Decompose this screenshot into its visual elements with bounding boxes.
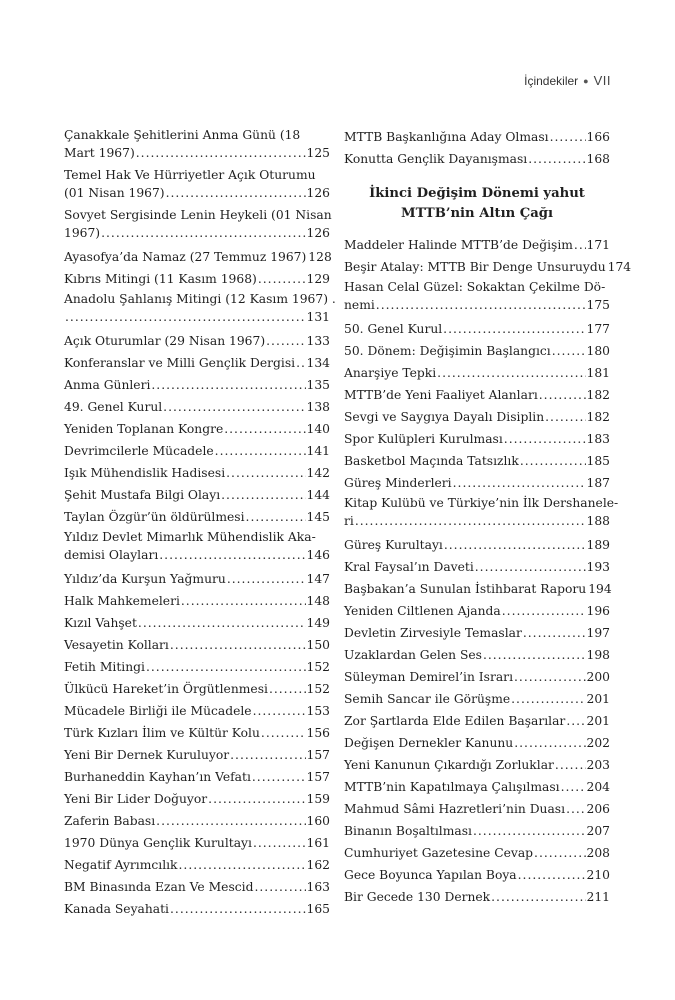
dot-leader [296,352,305,374]
toc-entry-title: Şehit Mustafa Bilgi Olayı [64,488,221,502]
toc-entry-page: 204 [586,780,610,794]
toc-entry-wrapped [344,278,610,314]
toc-entry [64,568,330,590]
toc-entry-page: 210 [586,868,610,882]
toc-entry-title: BM Binasında Ezan Ve Mescid [64,880,254,894]
toc-entry-page: 159 [306,792,330,806]
dot-leader [443,318,585,340]
dot-leader [254,876,305,898]
toc-entry-title: demisi Olayları [64,548,159,562]
dot-leader [534,842,585,864]
toc-entry-title: Devletin Zirvesiyle Temaslar [344,626,522,640]
toc-entry-page: 197 [586,626,610,640]
dot-leader [179,854,306,876]
toc-entry-title: 50. Genel Kurul [344,322,443,336]
toc-entry [64,634,330,656]
dot-leader [491,886,585,908]
toc-entry [344,296,610,314]
toc-entry [64,224,330,242]
toc-right-top [344,126,610,170]
toc-entry-title: Zaferin Babası [64,814,156,828]
toc-entry-page: 196 [586,604,610,618]
toc-entry-title: Ülkücü Hareket’in Örgütlenmesi [64,682,268,696]
dot-leader [230,744,305,766]
dot-leader [246,506,306,528]
toc-entry-page: 152 [306,660,330,674]
toc-entry-title: Yeni Kanunun Çıkardığı Zorluklar [344,758,554,772]
toc-entry-page: 166 [586,130,610,144]
dot-leader [355,512,586,530]
dot-leader [504,428,586,450]
toc-entry-page: 187 [586,476,610,490]
dot-leader [566,710,585,732]
toc-entry-page: 207 [586,824,610,838]
dot-leader [473,820,586,842]
toc-entry [344,534,610,556]
dot-leader [138,612,306,634]
dot-leader [539,384,586,406]
dot-leader [170,898,306,920]
toc-entry-page: 146 [306,548,330,562]
toc-entry-title: Maddeler Halinde MTTB’de Değişim [344,238,573,252]
toc-entry [344,450,610,472]
toc-entry [344,622,610,644]
toc-entry-page: 206 [586,802,610,816]
toc-entry-title: 1970 Dünya Gençlik Kurultayı [64,836,252,850]
toc-entry [64,144,330,162]
toc-entry-title: Sevgi ve Saygıya Dayalı Disiplin [344,410,545,424]
toc-entry-title: Ayasofya’da Namaz (27 Temmuz 1967) [64,250,307,264]
section-heading-line2: MTTB’nin Altın Çağı [400,206,554,221]
toc-entry-page: 161 [306,836,330,850]
toc-entry-title: Beşir Atalay: MTTB Bir Denge Unsuruydu [344,260,606,274]
toc-entry-title: Kanada Seyahati [64,902,169,916]
toc-entry [344,798,610,820]
toc-entry-page: 148 [306,594,330,608]
toc-entry-title-line1: Kitap Kulübü ve Türkiye’nin İlk Dershanele- [344,496,619,510]
toc-entry-page: 201 [586,714,610,728]
toc-entry-page: 149 [306,616,330,630]
toc-entry-page: 145 [306,510,330,524]
toc-entry-page: 203 [586,758,610,772]
dot-leader [523,622,586,644]
toc-entry-title-line1: Anadolu Şahlanış Mitingi (12 Kasım 1967) . [64,292,336,306]
dot-leader [146,656,306,678]
dot-leader [252,766,306,788]
toc-entry-title: Konferanslar ve Milli Gençlik Dergisi [64,356,296,370]
toc-entry-page: 134 [306,356,330,370]
dot-leader [163,396,305,418]
toc-entry [64,898,330,920]
toc-entry [344,886,610,908]
toc-entry [64,832,330,854]
toc-entry-title: Yeni Bir Dernek Kuruluyor [64,748,230,762]
toc-entry [344,732,610,754]
dot-leader [514,732,585,754]
toc-entry-page: 141 [306,444,330,458]
toc-entry [64,396,330,418]
toc-entry [64,700,330,722]
toc-entry [344,842,610,864]
toc-entry-page: 168 [586,152,610,166]
toc-entry-title: Anma Günleri [64,378,151,392]
dot-leader [574,234,586,256]
toc-entry [344,126,610,148]
toc-entry [64,440,330,462]
dot-leader [475,556,586,578]
toc-entry [64,612,330,634]
toc-entry [344,512,610,530]
dot-leader [215,440,306,462]
toc-entry [64,854,330,876]
toc-right-column [344,126,632,908]
dot-leader [181,590,306,612]
dot-leader [253,832,306,854]
toc-entry-title: Devrimcilerle Mücadele [64,444,214,458]
toc-entry-page: 180 [586,344,610,358]
toc-entry [344,864,610,886]
toc-entry [64,462,330,484]
toc-entry [64,678,330,700]
toc-entry [344,754,610,776]
dot-leader [561,776,586,798]
toc-entry-title: Gece Boyunca Yapılan Boya [344,868,517,882]
toc-entry-title: Anarşiye Tepki [344,366,437,380]
dot-leader [266,330,305,352]
toc-entry [64,722,330,744]
toc-entry [344,644,610,666]
toc-entry [344,362,610,384]
dot-leader [170,634,306,656]
toc-entry-title-line1: Yıldız Devlet Mimarlık Mühendislik Aka- [64,530,316,544]
page-number: VII [593,73,611,88]
toc-entry-page: 200 [586,670,610,684]
toc-entry-page: 150 [306,638,330,652]
toc-entry-title: Mart 1967) [64,146,135,160]
toc-entry [64,876,330,898]
dot-leader [208,788,305,810]
toc-entry-page: 163 [306,880,330,894]
toc-entry-title: Spor Kulüpleri Kurulması [344,432,503,446]
toc-entry [344,556,610,578]
toc-entry-title: Süleyman Demirel’in Israrı [344,670,513,684]
toc-entry [344,340,610,362]
dot-leader [453,472,586,494]
dot-leader [520,450,586,472]
toc-entry [64,766,330,788]
toc-entry-page: 142 [306,466,330,480]
toc-entry-page: 202 [586,736,610,750]
dot-leader [376,296,586,314]
toc-entry-title: MTTB’de Yeni Faaliyet Alanları [344,388,538,402]
section-heading-line1: İkinci Değişim Dönemi yahut [369,186,585,201]
toc-entry-page: 126 [306,226,330,240]
toc-entry-title-line1: Sovyet Sergisinde Lenin Heykeli (01 Nisan [64,208,332,222]
toc-entry-page: 182 [586,388,610,402]
toc-entry-page: 175 [586,298,610,312]
toc-entry [64,744,330,766]
dot-leader [101,224,305,242]
toc-entry-page: 185 [586,454,610,468]
toc-entry-page: 188 [586,514,610,528]
toc-entry [64,246,330,268]
dot-leader [511,688,585,710]
toc-right-bottom [344,234,632,908]
toc-entry-title: Güreş Minderleri [344,476,452,490]
toc-entry [64,308,330,326]
running-head [524,73,611,88]
dot-leader [159,546,305,564]
toc-entry-page: 162 [306,858,330,872]
toc-entry [344,578,610,600]
toc-left-column [64,126,336,920]
toc-entry-title: Taylan Özgür’ün öldürülmesi [64,510,245,524]
dot-leader [483,644,586,666]
toc-entry-page: 140 [306,422,330,436]
toc-entry-page: 171 [586,238,610,252]
toc-entry-title: Güreş Kurultayı [344,538,443,552]
toc-entry [344,256,632,278]
toc-entry-wrapped [64,126,330,162]
toc-entry [344,406,610,428]
toc-entry [64,418,330,440]
section-heading [344,184,610,224]
dot-leader [502,600,586,622]
toc-entry-title: Uzaklardan Gelen Ses [344,648,482,662]
dot-leader [261,722,306,744]
toc-entry [64,506,330,528]
toc-entry-page: 138 [306,400,330,414]
toc-entry-page: 125 [306,146,330,160]
toc-entry-page: 147 [306,572,330,586]
dot-leader [552,340,586,362]
toc-entry [344,776,610,798]
bullet-icon: ● [583,75,589,86]
toc-entry [344,318,610,340]
toc-entry-title: Kral Faysal’ın Daveti [344,560,474,574]
dot-leader [555,754,586,776]
toc-entry-title: Konutta Gençlik Dayanışması [344,152,528,166]
toc-entry-page: 182 [586,410,610,424]
dot-leader [151,374,305,396]
toc-entry-page: 193 [586,560,610,574]
dot-leader [545,406,585,428]
toc-entry-page: 211 [586,890,610,904]
toc-entry-title: Mücadele Birliği ile Mücadele [64,704,252,718]
dot-leader [518,864,586,886]
toc-entry-page: 129 [306,272,330,286]
toc-entry-title: Yeni Bir Lider Doğuyor [64,792,208,806]
toc-entry-title: Bir Gecede 130 Dernek [344,890,491,904]
dot-leader [550,126,586,148]
toc-entry-page: 135 [306,378,330,392]
toc-entry-title: Cumhuriyet Gazetesine Cevap [344,846,534,860]
toc-entry-title: Yeniden Ciltlenen Ajanda [344,604,501,618]
dot-leader [166,184,306,202]
toc-entry-page: 181 [586,366,610,380]
toc-entry-title: Fetih Mitingi [64,660,145,674]
toc-entry-page: 189 [586,538,610,552]
toc-entry [344,666,610,688]
dot-leader [444,534,586,556]
dot-leader [566,798,585,820]
dot-leader [258,268,306,290]
toc-entry-title: Zor Şartlarda Elde Edilen Başarılar [344,714,566,728]
toc-entry [64,330,330,352]
toc-entry-page: 194 [588,582,612,596]
toc-entry-title: Semih Sancar ile Görüşme [344,692,511,706]
toc-entry [344,234,610,256]
dot-leader [226,462,305,484]
toc-entry [344,600,610,622]
toc-entry-title-line1: Hasan Celal Güzel: Sokaktan Çekilme Dö- [344,280,606,294]
toc-entry [344,428,610,450]
toc-entry-title: Açık Oturumlar (29 Nisan 1967) [64,334,266,348]
toc-entry [64,184,330,202]
dot-leader [221,484,305,506]
toc-entry-title: Kızıl Vahşet [64,616,137,630]
toc-entry-page: 174 [607,260,632,274]
toc-entry [64,656,330,678]
toc-entry-wrapped [64,528,330,564]
toc-entry [344,472,610,494]
toc-entry-title: Başbakan’a Sunulan İstihbarat Raporu [344,582,587,596]
dot-leader [227,568,306,590]
toc-entry-page: 152 [306,682,330,696]
toc-entry-title: Türk Kızları İlim ve Kültür Kolu [64,726,260,740]
toc-entry-wrapped [64,290,336,326]
dot-leader [528,148,585,170]
toc-entry-page: 133 [306,334,330,348]
toc-entry-wrapped [344,494,619,530]
toc-entry [64,590,330,612]
dot-leader [224,418,305,440]
toc-entry-wrapped [64,206,330,242]
toc-entry [64,484,330,506]
toc-entry-title: Kıbrıs Mitingi (11 Kasım 1968) [64,272,257,286]
toc-entry-title: Vesayetin Kolları [64,638,169,652]
toc-entry-page: 126 [306,186,330,200]
toc-entry-page: 165 [306,902,330,916]
toc-entry-title-line1: Temel Hak Ve Hürriyetler Açık Oturumu [64,168,316,182]
toc-entry-page: 157 [306,748,330,762]
toc-entry-title: 1967) [64,226,101,240]
toc-entry-title: nemi [344,298,375,312]
toc-entry-title: 49. Genel Kurul [64,400,163,414]
toc-entry-title: Yıldız’da Kurşun Yağmuru [64,572,226,586]
toc-entry-title: (01 Nisan 1967) [64,186,165,200]
toc-entry [344,688,610,710]
toc-entry-title: ri [344,514,354,528]
toc-entry-title: Binanın Boşaltılması [344,824,472,838]
toc-entry-page: 201 [586,692,610,706]
toc-entry-title: Basketbol Maçında Tatsızlık [344,454,519,468]
dot-leader [156,810,305,832]
toc-entry-page: 183 [586,432,610,446]
toc-entry-page: 198 [586,648,610,662]
toc-entry-wrapped [64,166,330,202]
toc-entry-title: Yeniden Toplanan Kongre [64,422,224,436]
toc-entry [344,148,610,170]
toc-entry-title: MTTB’nin Kapatılmaya Çalışılması [344,780,560,794]
toc-entry-title: Negatif Ayrımcılık [64,858,178,872]
dot-leader [437,362,585,384]
toc-entry-page: 144 [306,488,330,502]
toc-entry-page: 156 [306,726,330,740]
toc-entry [64,546,330,564]
toc-entry-page: 128 [308,250,332,264]
toc-entry-page: 157 [306,770,330,784]
toc-entry-title: Burhaneddin Kayhan’ın Vefatı [64,770,251,784]
toc-entry [64,810,330,832]
toc-entry [64,374,330,396]
toc-entry-page: 208 [586,846,610,860]
toc-entry-title: Halk Mahkemeleri [64,594,180,608]
dot-leader [65,308,306,326]
dot-leader [136,144,306,162]
toc-entry-title: Mahmud Sâmi Hazretleri’nin Duası [344,802,566,816]
dot-leader [253,700,306,722]
toc-entry [344,384,610,406]
running-head-label: İçindekiler [524,73,579,88]
toc-entry [64,268,330,290]
toc-entry-title: Işık Mühendislik Hadisesi [64,466,226,480]
toc-entry-title: Değişen Dernekler Kanunu [344,736,514,750]
toc-entry-page: 177 [586,322,610,336]
toc-entry [344,820,610,842]
toc-entry [64,352,330,374]
toc-entry-title: MTTB Başkanlığına Aday Olması [344,130,549,144]
dot-leader [269,678,306,700]
toc-entry-title: 50. Dönem: Değişimin Başlangıcı [344,344,551,358]
toc-entry-title-line1: Çanakkale Şehitlerini Anma Günü (18 [64,128,301,142]
toc-entry-page: 131 [306,310,330,324]
toc-entry-page: 153 [306,704,330,718]
dot-leader [514,666,586,688]
toc-entry-page: 160 [306,814,330,828]
toc-entry [64,788,330,810]
toc-entry [344,710,610,732]
